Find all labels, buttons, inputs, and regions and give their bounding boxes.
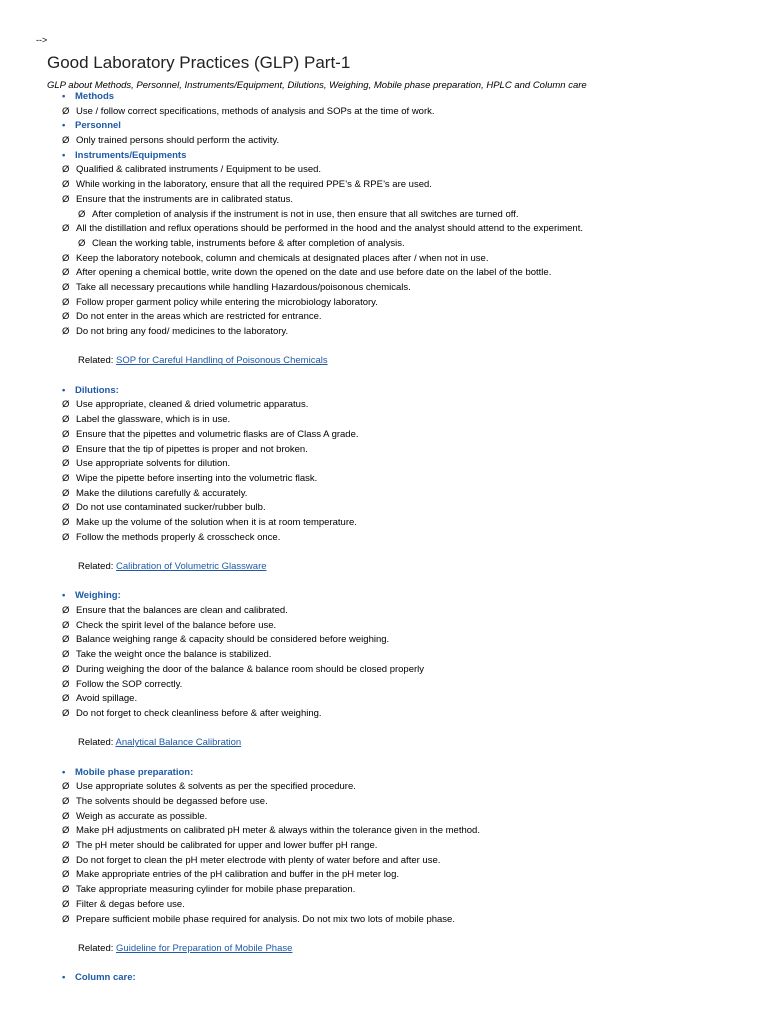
related-link-mobile-phase-guideline[interactable]: Guideline for Preparation of Mobile Phase — [116, 942, 293, 954]
arrow-bullet-icon: Ø — [62, 854, 70, 866]
list-item: Ø Ensure that the tip of pipettes is proper and not broken. — [0, 443, 768, 458]
arrow-bullet-icon: Ø — [62, 472, 70, 484]
list-item: Ø Prepare sufficient mobile phase required for analysis. Do not mix two lots of mobile phase. — [0, 913, 768, 928]
arrow-bullet-icon: Ø — [78, 208, 86, 220]
list-item: Ø All the distillation and reflux operations should be performed in the hood and the analyst should attend to the experiment. — [0, 222, 768, 237]
list-item: Ø Weigh as accurate as possible. — [0, 810, 768, 825]
arrow-bullet-icon: Ø — [62, 649, 70, 661]
list-item: Ø Balance weighing range & capacity should be considered before weighing. — [0, 633, 768, 648]
list-item: Ø Check the spirit level of the balance before use. — [0, 619, 768, 634]
list-item: Ø Do not enter in the areas which are restricted for entrance. — [0, 310, 768, 325]
related-row-mobile-phase-guideline — [0, 942, 768, 957]
list-item: Ø Follow proper garment policy while entering the microbiology laboratory. — [0, 296, 768, 311]
list-item: Ø Take all necessary precautions while handling Hazardous/poisonous chemicals. — [0, 281, 768, 296]
list-item: Ø Make pH adjustments on calibrated pH meter & always within the tolerance given in the method. — [0, 824, 768, 839]
arrow-bullet-icon: Ø — [78, 237, 86, 249]
arrow-bullet-icon: Ø — [62, 825, 70, 837]
section-heading-methods: • Methods — [0, 90, 768, 105]
page-title: Good Laboratory Practices (GLP) Part-1 — [47, 53, 351, 72]
arrow-bullet-icon: Ø — [62, 619, 70, 631]
list-item: Ø After opening a chemical bottle, write down the opened on the date and use before date on the label of the bottle. — [0, 266, 768, 281]
related-row-balance-calibration — [0, 736, 768, 751]
bullet-icon: • — [62, 91, 66, 102]
section-heading-column-care: • Column care: — [0, 971, 768, 986]
arrow-bullet-icon: Ø — [62, 634, 70, 646]
list-item: Ø Ensure that the pipettes and volumetric flasks are of Class A grade. — [0, 428, 768, 443]
section-heading-dilutions: • Dilutions: — [0, 384, 768, 399]
arrow-bullet-icon: Ø — [62, 487, 70, 499]
list-item: Ø Follow the methods properly & crosscheck once. — [0, 531, 768, 546]
arrow-bullet-icon: Ø — [62, 531, 70, 543]
arrow-bullet-icon: Ø — [62, 840, 70, 852]
related-link-volumetric-glassware[interactable]: Calibration of Volumetric Glassware — [116, 561, 267, 572]
arrow-bullet-icon: Ø — [62, 105, 70, 117]
bullet-icon: • — [62, 120, 66, 132]
arrow-bullet-icon: Ø — [62, 135, 70, 147]
list-item-nested: Ø Clean the working table, instruments before & after completion of analysis. — [0, 237, 768, 252]
arrow-bullet-icon: Ø — [62, 179, 70, 191]
section-heading-instruments: • Instruments/Equipments — [0, 149, 768, 164]
arrow-bullet-icon: Ø — [62, 678, 70, 690]
related-label: Related: — [78, 942, 114, 954]
arrow-bullet-icon: Ø — [62, 898, 70, 910]
arrow-bullet-icon: Ø — [62, 252, 70, 264]
related-label: Related: — [78, 355, 114, 367]
page-subtitle: GLP about Methods, Personnel, Instruments/Equipment, Dilutions, Weighing, Mobile phase preparation, HPLC and Column care — [47, 80, 587, 91]
list-item: Ø Avoid spillage. — [0, 692, 768, 707]
arrow-bullet-icon: Ø — [62, 311, 70, 323]
list-item: Ø Use appropriate solutes & solvents as per the specified procedure. — [0, 780, 768, 795]
related-label: Related: — [78, 561, 114, 572]
list-item: Ø Do not forget to check cleanliness before & after weighing. — [0, 707, 768, 722]
arrow-bullet-icon: Ø — [62, 693, 70, 705]
list-item: Ø Take the weight once the balance is stabilized. — [0, 648, 768, 663]
arrow-bullet-icon: Ø — [62, 458, 70, 470]
arrow-bullet-icon: Ø — [62, 193, 70, 205]
list-item: Ø Use appropriate, cleaned & dried volumetric apparatus. — [0, 398, 768, 413]
list-item: Ø Make up the volume of the solution when it is at room temperature. — [0, 516, 768, 531]
arrow-bullet-icon: Ø — [62, 516, 70, 528]
list-item: Ø Label the glassware, which is in use. — [0, 413, 768, 428]
bullet-icon: • — [62, 149, 66, 161]
related-row-volumetric-glassware — [0, 560, 768, 575]
list-item: Ø Ensure that the instruments are in calibrated status. — [0, 193, 768, 208]
arrow-bullet-icon: Ø — [62, 913, 70, 925]
bullet-icon: • — [62, 972, 66, 984]
arrow-bullet-icon: Ø — [62, 164, 70, 176]
list-item: Ø The solvents should be degassed before use. — [0, 795, 768, 810]
list-item: Ø Wipe the pipette before inserting into the volumetric flask. — [0, 472, 768, 487]
arrow-bullet-icon: Ø — [62, 605, 70, 617]
list-item: Ø Only trained persons should perform the activity. — [0, 134, 768, 149]
list-item: Ø Use appropriate solvents for dilution. — [0, 457, 768, 472]
arrow-bullet-icon: Ø — [62, 663, 70, 675]
arrow-bullet-icon: Ø — [62, 223, 70, 235]
list-item-nested: Ø After completion of analysis if the instrument is not in use, then ensure that all switches are turned off. — [0, 208, 768, 223]
article-body — [0, 90, 768, 986]
related-link-balance-calibration[interactable]: Analytical Balance Calibration — [115, 737, 242, 749]
list-item: Ø The pH meter should be calibrated for upper and lower buffer pH range. — [0, 839, 768, 854]
list-item: Ø Keep the laboratory notebook, column and chemicals at designated places after / when not in use. — [0, 252, 768, 267]
arrow-bullet-icon: Ø — [62, 796, 70, 807]
section-heading-mobile-phase: • Mobile phase preparation: — [0, 766, 768, 781]
bullet-icon: • — [62, 590, 66, 602]
arrow-bullet-icon: Ø — [62, 267, 70, 279]
arrow-bullet-icon: Ø — [62, 502, 70, 514]
list-item: Ø Make appropriate entries of the pH calibration and buffer in the pH meter log. — [0, 868, 768, 883]
list-item: Ø Filter & degas before use. — [0, 898, 768, 913]
related-row-poisonous-chemicals — [0, 354, 768, 369]
arrow-bullet-icon: Ø — [62, 428, 70, 440]
bullet-icon: • — [62, 384, 66, 396]
arrow-bullet-icon: Ø — [62, 281, 70, 293]
list-item: Ø Qualified & calibrated instruments / Equipment to be used. — [0, 163, 768, 178]
list-item: Ø Do not forget to clean the pH meter electrode with plenty of water before and after use. — [0, 854, 768, 869]
list-item: Ø Take appropriate measuring cylinder for mobile phase preparation. — [0, 883, 768, 898]
list-item: Ø While working in the laboratory, ensure that all the required PPE’s & RPE’s are used. — [0, 178, 768, 193]
arrow-bullet-icon: Ø — [62, 296, 70, 308]
arrow-bullet-icon: Ø — [62, 443, 70, 455]
list-item: Ø Follow the SOP correctly. — [0, 678, 768, 693]
list-item: Ø Ensure that the balances are clean and calibrated. — [0, 604, 768, 619]
list-item: Ø Make the dilutions carefully & accurately. — [0, 487, 768, 502]
arrow-bullet-icon: Ø — [62, 707, 70, 719]
arrow-bullet-icon: Ø — [62, 810, 70, 822]
section-heading-personnel: • Personnel — [0, 119, 768, 134]
list-item: Ø During weighing the door of the balance & balance room should be closed properly — [0, 663, 768, 678]
arrow-bullet-icon: Ø — [62, 869, 70, 881]
related-label: Related: — [78, 737, 114, 749]
arrow-bullet-icon: Ø — [62, 884, 70, 896]
arrow-bullet-icon: Ø — [62, 399, 70, 411]
arrow-bullet-icon: Ø — [62, 414, 70, 426]
list-item: Ø Do not use contaminated sucker/rubber bulb. — [0, 501, 768, 516]
list-item: Ø Do not bring any food/ medicines to the laboratory. — [0, 325, 768, 340]
arrow-bullet-icon: Ø — [62, 781, 70, 793]
bullet-icon: • — [62, 766, 66, 778]
stray-comment-text: --> — [36, 35, 48, 45]
section-heading-weighing: • Weighing: — [0, 589, 768, 604]
arrow-bullet-icon: Ø — [62, 326, 70, 337]
related-link-poisonous-chemicals[interactable]: SOP for Careful Handling of Poisonous Chemicals — [116, 355, 328, 367]
list-item: Ø Use / follow correct specifications, methods of analysis and SOPs at the time of work. — [0, 105, 768, 120]
